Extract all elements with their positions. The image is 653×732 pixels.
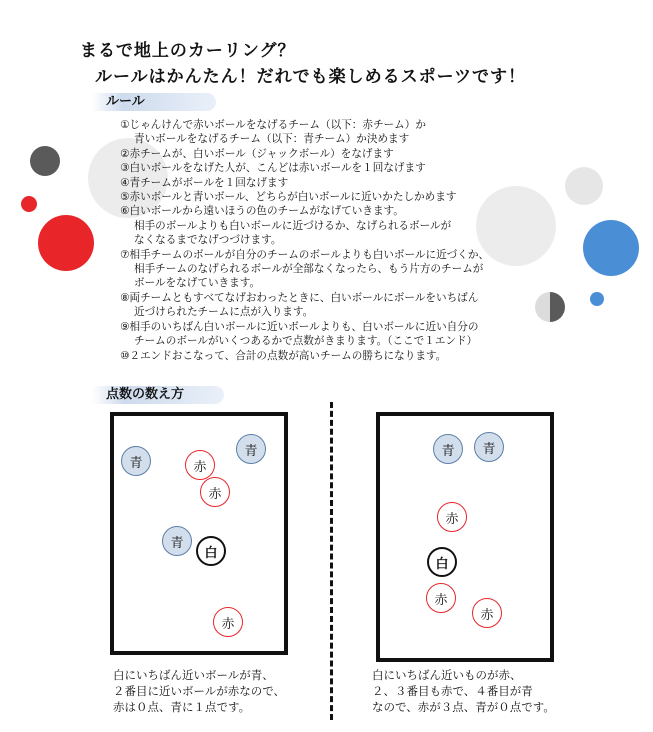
white-jack-ball: 白 xyxy=(196,536,226,566)
red-ball: 赤 xyxy=(213,607,243,637)
rule-line: 相手のボールよりも白いボールに近づけるか、なげられるボールが xyxy=(134,219,452,232)
rule-line: ⑦相手チームのボールが自分のチームのボールよりも白いボールに近づくか、 xyxy=(120,248,490,261)
page-title-line1: まるで地上のカーリング？ xyxy=(80,41,296,61)
left-caption xyxy=(113,667,285,715)
blue-ball: 青 xyxy=(433,434,463,464)
decor-circle-light-gray-small xyxy=(565,167,603,205)
red-ball: 赤 xyxy=(472,598,502,628)
blue-ball: 青 xyxy=(121,446,151,476)
rule-line: ④青チームがボールを１回なげます xyxy=(120,176,289,189)
red-ball: 赤 xyxy=(426,583,456,613)
rule-line: ②赤チームが、白いボール（ジャックボール）をなげます xyxy=(120,147,394,160)
rule-line: ⑧両チームともすべてなげおわったときに、白いボールにボールをいちばん xyxy=(120,291,479,304)
rule-line: 近づけられたチームに点が入ります。 xyxy=(134,306,314,319)
caption-line: なので、赤が３点、青が０点です。 xyxy=(372,700,555,714)
court-right xyxy=(376,412,554,662)
rule-line: ③白いボールをなげた人が、こんどは赤いボールを１回なげます xyxy=(120,162,426,175)
decor-circle-red-small xyxy=(21,196,37,212)
red-ball: 赤 xyxy=(437,502,467,532)
decor-circle-blue-small xyxy=(590,292,604,306)
decor-circle-dark-gray xyxy=(30,146,60,176)
caption-line: 白にいちばん近いものが赤、 xyxy=(372,668,522,682)
page-title-line2: ルールはかんたん！だれでも楽しめるスポーツです！ xyxy=(95,67,526,87)
scoring-heading: 点数の数え方 xyxy=(92,386,224,404)
rule-line: なくなるまでなげつづけます。 xyxy=(134,234,282,247)
blue-ball: 青 xyxy=(162,526,192,556)
rules-list xyxy=(120,118,560,363)
rule-line: ①じゃんけんで赤いボールをなげるチーム（以下：赤チーム）か xyxy=(120,119,426,131)
white-jack-ball: 白 xyxy=(427,547,457,577)
rule-line: ⑤赤いボールと青いボール、どちらが白いボールに近いかたしかめます xyxy=(120,191,457,204)
red-ball: 赤 xyxy=(200,477,230,507)
rule-line: ⑥白いボールから遠いほうの色のチームがなげていきます。 xyxy=(120,205,404,218)
blue-ball: 青 xyxy=(236,434,266,464)
caption-line: ２番目に近いボールが赤なので、 xyxy=(113,684,286,698)
rule-line: ⑨相手のいちばん白いボールに近いボールよりも、白いボールに近い自分の xyxy=(120,320,479,333)
red-ball: 赤 xyxy=(185,450,215,480)
dashed-divider xyxy=(330,402,333,720)
caption-line: 白にいちばん近いボールが青、 xyxy=(113,668,274,682)
rule-line: ボールをなげていきます。 xyxy=(134,277,261,290)
rules-heading: ルール xyxy=(92,93,216,111)
decor-circle-red-large xyxy=(38,215,94,271)
right-caption xyxy=(372,667,555,715)
caption-line: 赤は０点、青に１点です。 xyxy=(113,700,251,714)
rule-line: チームのボールがいくつあるかで点数がきまります。（ここで１エンド） xyxy=(134,335,478,348)
rule-line: 青いボールをなげるチーム（以下：青チーム）か決めます xyxy=(134,133,410,146)
caption-line: ２、３番目も赤で、４番目が青 xyxy=(372,684,533,698)
rule-line: 相手チームのなげられるボールが全部なくなったら、もう片方のチームが xyxy=(134,263,484,276)
blue-ball: 青 xyxy=(474,432,504,462)
decor-circle-blue-large xyxy=(583,220,639,276)
rule-line: ⑩２エンドおこなって、合計の点数が高いチームの勝ちになります。 xyxy=(120,349,447,362)
